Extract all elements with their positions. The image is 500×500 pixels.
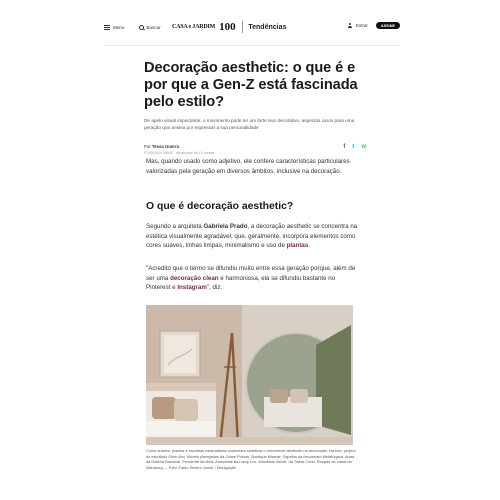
author-name[interactable]: Tessa Guerra bbox=[151, 144, 180, 149]
twitter-share-icon[interactable]: t bbox=[352, 144, 355, 150]
bedroom-illustration bbox=[146, 305, 353, 445]
byline bbox=[144, 144, 366, 156]
paragraph-1: Mas, quando usado como adjetivo, ele confere características particulares valorizadas pela geração em diversos âmbitos, inclusive na decoração. bbox=[146, 158, 350, 175]
section-link[interactable]: Tendências bbox=[248, 23, 287, 31]
article-title: Decoração aesthetic: o que é e por que a Gen-Z está fascinada pelo estilo? bbox=[144, 60, 358, 110]
search-button[interactable] bbox=[139, 25, 161, 30]
header-left bbox=[104, 25, 175, 30]
header-divider bbox=[242, 21, 243, 33]
login-button[interactable] bbox=[348, 23, 368, 28]
instagram-link[interactable]: Instagram bbox=[177, 284, 207, 292]
header-separator bbox=[104, 45, 400, 46]
clean-decor-link[interactable]: decoração clean bbox=[170, 274, 219, 282]
p3-text-c: ", diz. bbox=[206, 284, 223, 292]
p2-text-c: . bbox=[308, 242, 311, 250]
plants-link[interactable]: plantas bbox=[286, 242, 309, 250]
site-header bbox=[104, 14, 400, 40]
article-photo bbox=[146, 305, 353, 445]
p2-text-b: , a decoração aesthetic se concentra na estética visualmente agradável, que, geralmente, incorpora elementos como cores suaves, linhas limpas, minimalismo e uso de bbox=[146, 223, 358, 250]
paragraph-2 bbox=[146, 222, 358, 251]
p2-text-a: Segundo a arquiteta bbox=[146, 223, 204, 230]
article-lead: De apelo visual impactante, o movimento pode ter um forte teor decorativo, aspectos caros para uma geração que anseia por expressar a sua personalidade bbox=[144, 118, 355, 130]
p3-text-a: "Acredito que o termo se difundiu muito entre essa geração porque, além de ser uma bbox=[146, 265, 356, 282]
menu-label: Menu bbox=[113, 24, 125, 30]
site-logo[interactable]: CASA e JARDIM bbox=[172, 24, 216, 30]
share-buttons bbox=[343, 144, 366, 150]
paragraph-3 bbox=[146, 264, 358, 293]
facebook-share-icon[interactable]: f bbox=[343, 144, 346, 150]
login-label: Entrar bbox=[355, 23, 368, 28]
search-label: Buscar bbox=[146, 24, 161, 30]
header-right bbox=[348, 22, 400, 29]
whatsapp-share-icon[interactable]: w bbox=[361, 144, 366, 150]
search-icon bbox=[139, 25, 144, 30]
p3-text-b: e harmoniosa, ela se difundiu bastante no Pinterest e bbox=[146, 274, 336, 292]
article-header bbox=[144, 60, 366, 156]
brand bbox=[172, 19, 286, 35]
architect-name: Gabriela Prado bbox=[203, 223, 248, 230]
menu-button[interactable] bbox=[104, 25, 125, 30]
section-heading: O que é decoração aesthetic? bbox=[146, 201, 294, 212]
author-line bbox=[144, 144, 366, 149]
subscribe-button[interactable]: ASSINE bbox=[376, 22, 400, 29]
publish-date: 07/05/2024 06h00 · Atualizado há 10 meses bbox=[144, 151, 215, 155]
hamburger-icon bbox=[104, 25, 110, 30]
author-prefix: Por bbox=[144, 144, 151, 149]
photo-caption: Cores suaves, plantas e escolhas minimalistas costumam sintetizar o movimento aesthetic na decoração. Na foto, projeto do escritório Olmo Arq. Móveis planejados da Criare Porcas. Boutique Mirante. Espelho da decorinam Metalúrgica. Arara da Galeria Nacional. Pendente da Bela. Arandelas da Lamp Lux. Almofada Velvet, da Tintas Corel. Roupas de cama da Altenburg — Foto: Fabio Severo Junior / Divulgação bbox=[146, 448, 356, 470]
user-icon bbox=[348, 23, 353, 28]
anniversary-badge: 100 bbox=[219, 20, 236, 33]
